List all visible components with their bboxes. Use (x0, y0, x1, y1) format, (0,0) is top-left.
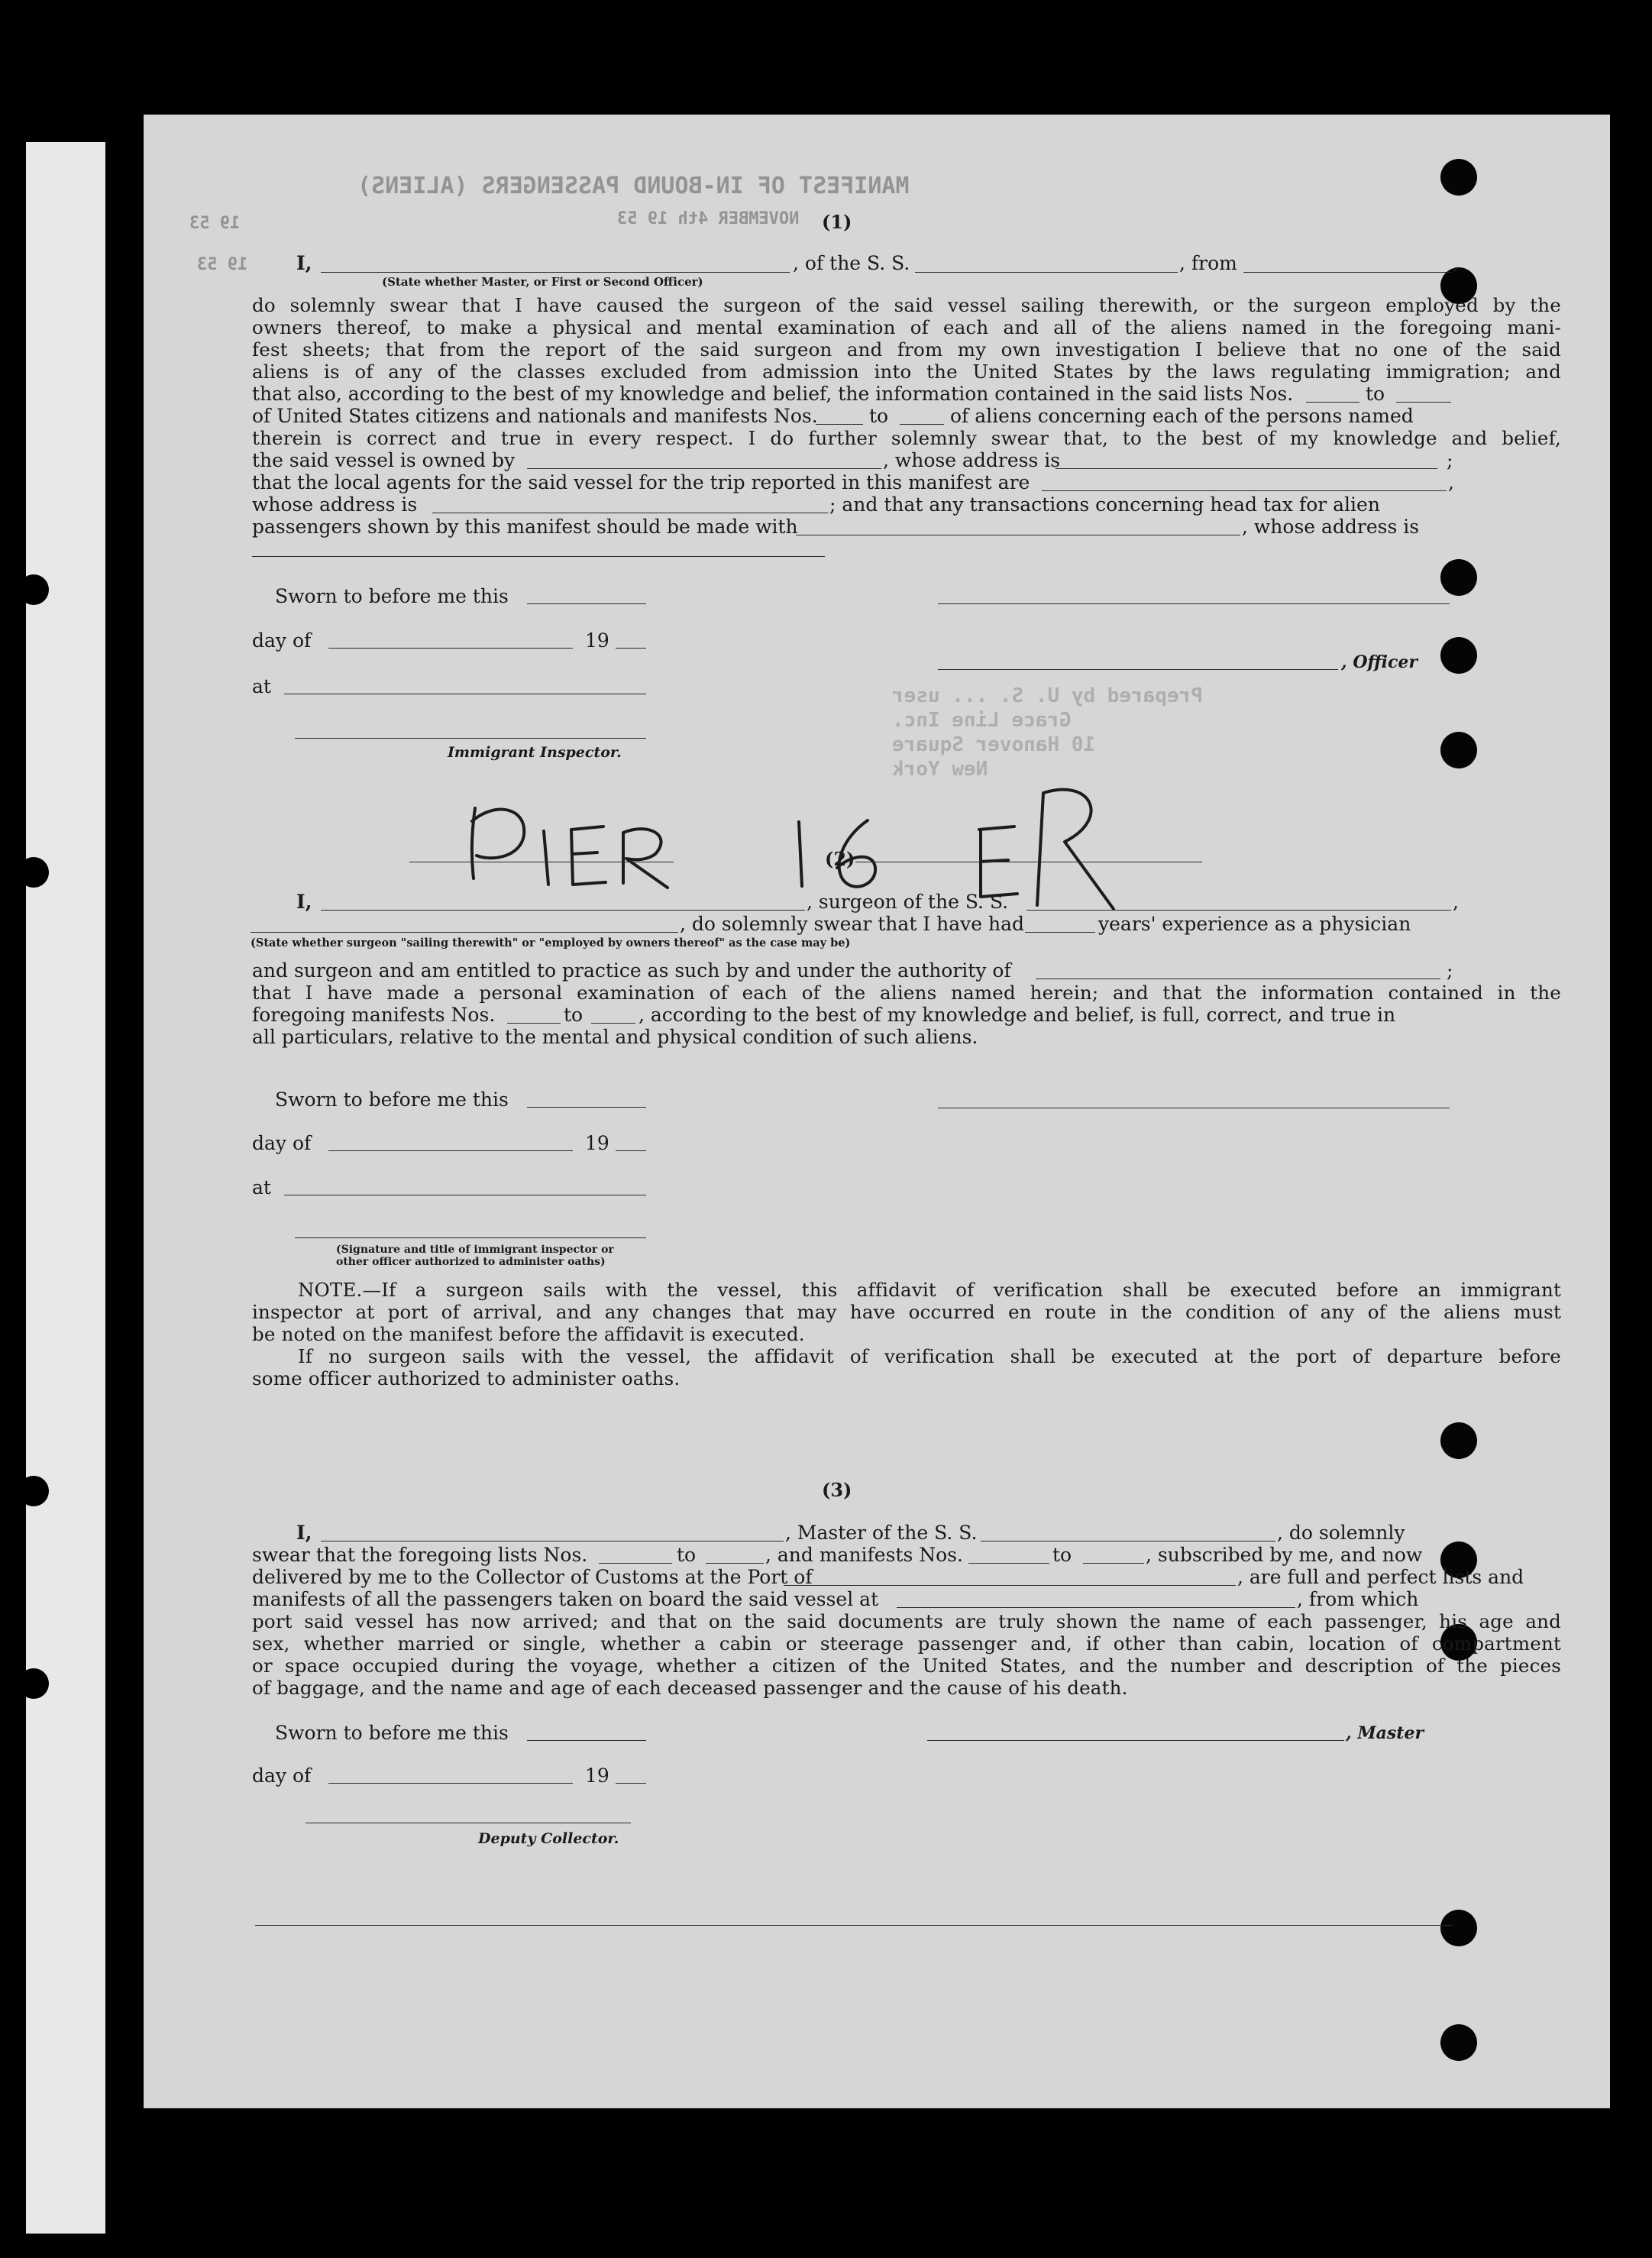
inspector-signature-blank (295, 738, 646, 739)
manifest-number-blank (507, 1023, 561, 1024)
surgeon-status-note: (State whether surgeon "sailing therewith" or "employed by owners thereof" as the case may be) (251, 937, 851, 949)
officer-title-blank (938, 669, 1338, 670)
note-line: be noted on the manifest before the affidavit is executed. (252, 1323, 805, 1345)
list-number-blank (706, 1563, 764, 1564)
oath-line: passengers shown by this manifest should be made with (252, 516, 798, 538)
inspector-signature-blank (295, 1237, 646, 1238)
oath-line: owners thereof, to make a physical and mental examination of each and all of the aliens named in the foregoing mani- (252, 316, 1561, 338)
to-label: to (677, 1544, 697, 1566)
head-tax-address-blank (252, 556, 825, 557)
punctuation: , (1448, 471, 1454, 493)
year-blank (616, 648, 646, 649)
year-prefix: 19 (585, 629, 609, 652)
officer-label: , Officer (1341, 652, 1418, 672)
day-of-label: day of (252, 1765, 312, 1787)
punch-hole (1440, 732, 1477, 768)
oath-line: ; and that any transactions concerning head tax for alien (829, 493, 1380, 516)
oath-line: , subscribed by me, and now (1146, 1544, 1423, 1566)
month-blank (328, 648, 573, 649)
inspector-label: Immigrant Inspector. (448, 744, 622, 761)
section-number: (1) (822, 211, 852, 233)
deputy-label: Deputy Collector. (478, 1830, 619, 1847)
section-number: (2) (825, 848, 855, 870)
oath-line: port said vessel has now arrived; and that on the said documents are truly shown the name of each passenger, his age and (252, 1610, 1561, 1632)
oath-line: swear that the foregoing lists Nos. (252, 1544, 588, 1566)
master-signature-blank (927, 1740, 1344, 1741)
oath-pronoun: I, (296, 891, 312, 913)
sworn-label: Sworn to before me this (275, 1722, 509, 1744)
officer-signature-blank (938, 603, 1450, 604)
oath-line: , and manifests Nos. (765, 1544, 963, 1566)
vessel-name-blank (1026, 910, 1451, 911)
vessel-label: , of the S. S. (793, 252, 910, 274)
month-blank (328, 1783, 573, 1784)
day-of-label: day of (252, 629, 312, 652)
bleed-through-note: Prepared by U. S. ... user (892, 684, 1203, 707)
punctuation: ; (1447, 449, 1453, 471)
oath-line: of aliens concerning each of the persons named (950, 405, 1414, 427)
punch-hole (1440, 559, 1477, 596)
manifest-number-blank (1083, 1563, 1144, 1564)
oath-line: of United States citizens and nationals and manifests Nos. (252, 405, 818, 427)
officer-name-blank (321, 272, 790, 273)
oath-line: that also, according to the best of my knowledge and belief, the information contained in the said lists Nos. (252, 383, 1294, 405)
punch-hole (1440, 637, 1477, 674)
oath-line: fest sheets; that from the report of the said surgeon and from my own investigation I believe that no one of the said (252, 338, 1561, 361)
bleed-through-year: 19 53 (189, 214, 241, 233)
punch-hole (1440, 1910, 1477, 1946)
manifest-number-blank (591, 1023, 635, 1024)
day-of-label: day of (252, 1132, 312, 1154)
oath-line: , do solemnly (1277, 1522, 1405, 1544)
customs-port-blank (784, 1585, 1236, 1586)
sworn-date-blank (527, 603, 646, 604)
oath-line: aliens is of any of the classes excluded from admission into the United States by the laws regulating immigration; and (252, 361, 1561, 383)
oath-line: years' experience as a physician (1098, 913, 1411, 935)
surgeon-name-blank (321, 910, 805, 911)
note-line: NOTE.—If a surgeon sails with the vessel, this affidavit of verification shall be executed before an immigrant (298, 1279, 1561, 1301)
manifest-number-blank (816, 424, 863, 425)
sworn-date-blank (527, 1740, 646, 1741)
manifest-number-blank (900, 424, 944, 425)
oath-line: foregoing manifests Nos. (252, 1004, 496, 1026)
oath-line: whose address is (252, 493, 418, 516)
sworn-label: Sworn to before me this (275, 1089, 509, 1111)
bleed-through-note: New York (892, 758, 988, 781)
to-label: to (1366, 383, 1385, 405)
list-number-blank (1306, 402, 1359, 403)
manifest-affidavit-page (144, 115, 1610, 2108)
master-vessel-label: , Master of the S. S. (785, 1522, 978, 1544)
signature-note: (Signature and title of immigrant inspector or (336, 1244, 614, 1256)
surgeon-vessel-label: , surgeon of the S. S. (807, 891, 1009, 913)
address-label: , whose address is (1242, 516, 1420, 538)
oath-line: , according to the best of my knowledge and belief, is full, correct, and true in (638, 1004, 1396, 1026)
note-line: inspector at port of arrival, and any changes that may have occurred en route in the condition of any of the aliens must (252, 1301, 1561, 1323)
note-line: If no surgeon sails with the vessel, the affidavit of verification shall be executed at the port of departure before (298, 1345, 1561, 1367)
to-label: to (869, 405, 889, 427)
punch-hole (1440, 159, 1477, 196)
binder-strip (26, 142, 105, 2234)
oath-line: , are full and perfect lists and (1237, 1566, 1524, 1588)
oath-line: , do solemnly swear that I have had (680, 913, 1025, 935)
punch-hole (18, 1668, 49, 1699)
oath-line: do solemnly swear that I have caused the surgeon of the said vessel sailing therewith, or the surgeon employed by the (252, 294, 1561, 316)
bleed-through-year: 19 53 (197, 255, 248, 274)
bleed-through-note: Grace Line Inc. (892, 709, 1072, 732)
years-experience-blank (1025, 932, 1095, 933)
sworn-date-blank (527, 1107, 646, 1108)
punch-hole (18, 1476, 49, 1506)
oath-line: or space occupied during the voyage, whether a citizen of the United States, and the number and description of the pieces (252, 1655, 1561, 1677)
oath-line: that the local agents for the said vessel for the trip reported in this manifest are (252, 471, 1030, 493)
owner-address-blank (1056, 468, 1437, 469)
officer-rank-note: (State whether Master, or First or Second Officer) (382, 275, 703, 289)
to-label: to (564, 1004, 584, 1026)
at-label: at (252, 675, 271, 697)
year-prefix: 19 (585, 1765, 609, 1787)
oath-pronoun: I, (296, 1522, 312, 1544)
section-number: (3) (822, 1479, 852, 1501)
master-label: , Master (1346, 1723, 1424, 1743)
local-agents-blank (1042, 490, 1447, 491)
month-blank (328, 1150, 573, 1151)
bleed-through-note: 10 Hanover Square (892, 733, 1096, 756)
manifest-number-blank (968, 1563, 1049, 1564)
punch-hole (18, 574, 49, 605)
punctuation: , (1453, 252, 1459, 274)
embarkation-port-blank (897, 1607, 1295, 1608)
year-prefix: 19 (585, 1132, 609, 1154)
oath-line: , from which (1297, 1588, 1419, 1610)
address-label: , whose address is (883, 449, 1061, 471)
list-number-blank (599, 1563, 672, 1564)
oath-line: sex, whether married or single, whether a cabin or steerage passenger and, if other than cabin, location of compartment (252, 1632, 1561, 1655)
owner-blank (527, 468, 881, 469)
oath-line: therein is correct and true in every respect. I do further solemnly swear that, to the best of my knowledge and belief, (252, 427, 1561, 449)
year-blank (616, 1783, 646, 1784)
punctuation: , (1453, 891, 1459, 913)
punch-hole (1440, 2024, 1477, 2061)
surgeon-status-blank (251, 932, 678, 933)
list-number-blank (1396, 402, 1451, 403)
bottom-rule (255, 1925, 1453, 1926)
handwritten-pier-note (449, 756, 1121, 985)
oath-line: and surgeon and am entitled to practice as such by and under the authority of (252, 959, 1011, 982)
vessel-name-blank (915, 272, 1178, 273)
oath-line: manifests of all the passengers taken on board the said vessel at (252, 1588, 879, 1610)
oath-line: the said vessel is owned by (252, 449, 516, 471)
bleed-through-date: NOVEMBER 4th 19 53 (617, 209, 800, 228)
oath-pronoun: I, (296, 252, 312, 274)
punch-hole (1440, 1422, 1477, 1459)
oath-line: that I have made a personal examination of each of the aliens named herein; and that the information contained in the (252, 982, 1561, 1004)
note-line: some officer authorized to administer oaths. (252, 1367, 681, 1389)
oath-line: delivered by me to the Collector of Customs at the Port of (252, 1566, 813, 1588)
oath-line: of baggage, and the name and age of each deceased passenger and the cause of his death. (252, 1677, 1128, 1699)
punch-hole (18, 857, 49, 888)
from-label: , from (1179, 252, 1237, 274)
signature-note: other officer authorized to administer oaths) (336, 1256, 606, 1268)
at-label: at (252, 1176, 271, 1199)
oath-line: all particulars, relative to the mental and physical condition of such aliens. (252, 1026, 978, 1048)
bleed-through-title: MANIFEST OF IN-BOUND PASSENGERS (ALIENS) (357, 173, 910, 199)
sworn-label: Sworn to before me this (275, 585, 509, 607)
year-blank (616, 1150, 646, 1151)
to-label: to (1052, 1544, 1072, 1566)
departure-port-blank (1243, 272, 1451, 273)
punctuation: ; (1447, 959, 1453, 982)
